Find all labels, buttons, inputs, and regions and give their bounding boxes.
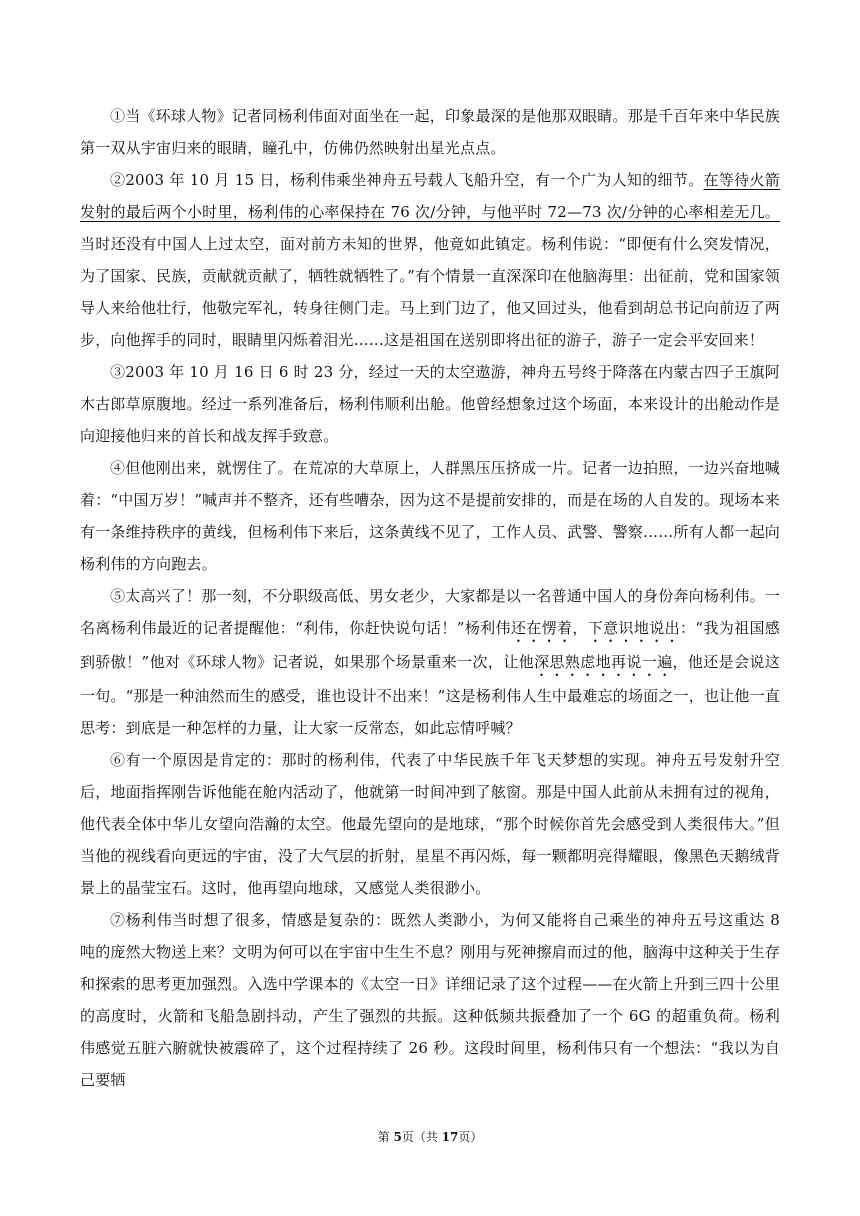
paragraph-4 <box>80 452 780 580</box>
footer-prefix: 第 <box>377 1130 394 1144</box>
paragraph-5-text: ⑤太高兴了！那一刻，不分职级高低、男女老少，大家都是以一名普通中国人的身份奔向杨利伟。一名离杨利伟最近的记者提醒他：“利伟，你赶快说句话！”杨利伟 <box>80 587 780 637</box>
total-pages: 17 <box>441 1130 459 1144</box>
paragraph-5-text-3: ，他还是会说这一句。“那是一种油然而生的感受，谁也设计不出来！”这是杨利伟人生中最难忘的场面之一，也让他一直思考：到底是一种怎样的力量，让大家一反常态，如此忘情呼喊？ <box>80 653 780 737</box>
emphasized-phrase-3: 深思熟虑地再说一遍 <box>534 653 673 671</box>
paragraph-3-text: ③2003 年 10 月 16 日 6 时 23 分，经过一天的太空遨游，神舟五号终于降落在内蒙古四子王旗阿木古郎草原腹地。经过一系列准备后，杨利伟顺利出舱。他曾经想象过这个场面，本来设计的出舱动作是向迎接他归来的首长和战友挥手致意。 <box>80 363 780 445</box>
emphasized-phrase-1: 还在愣着 <box>510 619 573 637</box>
paragraph-2 <box>80 164 780 356</box>
paragraph-1 <box>80 100 780 164</box>
paragraph-5 <box>80 580 780 744</box>
paragraph-4-text: ④但他刚出来，就愣住了。在荒凉的大草原上，人群黑压压挤成一片。记者一边拍照，一边兴奋地喊着：“中国万岁！”喊声并不整齐，还有些嘈杂，因为这不是提前安排的，而是在场的人自发的。现场本来有一条维持秩序的黄线，但杨利伟下来后，这条黄线不见了，工作人员、武警、警察……所有人都一起向杨利伟的方向跑去。 <box>80 459 780 573</box>
paragraph-6 <box>80 744 780 904</box>
footer-suffix: 页） <box>458 1130 483 1144</box>
footer-middle: 页（共 <box>401 1130 442 1144</box>
paragraph-1-text: ①当《环球人物》记者同杨利伟面对面坐在一起，印象最深的是他那双眼睛。那是千百年来中华民族第一双从宇宙归来的眼睛，瞳孔中，仿佛仍然映射出星光点点。 <box>80 107 780 157</box>
paragraph-5-comma: ， <box>572 619 588 637</box>
emphasized-phrase-2: 下意识地说出 <box>587 619 680 637</box>
paragraph-3 <box>80 356 780 452</box>
paragraph-7 <box>80 904 780 1096</box>
page-footer <box>0 1128 860 1145</box>
paragraph-5-text-2: ：“我为祖国感到骄傲！”他对《环球人物》记者说，如果那个场景重来一次，让他 <box>80 619 781 671</box>
document-body <box>80 100 780 1096</box>
page-number: 5 <box>393 1130 402 1144</box>
paragraph-2-text-rest: 当时还没有中国人上过太空，面对前方未知的世界，他竟如此镇定。杨利伟说：“即便有什么突发情况，为了国家、民族，贡献就贡献了，牺牲就牺牲了。”有个情景一直深深印在他脑海里：出征前，党和国家领导人来给他壮行，他敬完军礼，转身往侧门走。马上到门边了，他又回过头，他看到胡总书记向前迈了两步，向他挥手的同时，眼睛里闪烁着泪光……这是祖国在送别即将出征的游子，游子一定会平安回来！ <box>80 235 780 349</box>
paragraph-7-text: ⑦杨利伟当时想了很多，情感是复杂的：既然人类渺小，为何又能将自己乘坐的神舟五号这重达 8 吨的庞然大物送上来？文明为何可以在宇宙中生生不息？刚用与死神擦肩而过的他，脑海中这种关于生存和探索的思考更加强烈。入选中学课本的《太空一日》详细记录了这个过程——在火箭上升到三四十公里的高度时，火箭和飞船急剧抖动，产生了强烈的共振。这种低频共振叠加了一个 6G 的超重负荷。杨利伟感觉五脏六腑就快被震碎了，这个过程持续了 26 秒。这段时间里，杨利伟只有一个想法：“我以为自己要牺 <box>80 911 780 1089</box>
paragraph-6-text: ⑥有一个原因是肯定的：那时的杨利伟，代表了中华民族千年飞天梦想的实现。神舟五号发射升空后，地面指挥刚告诉他能在舱内活动了，他就第一时间冲到了舷窗。那是中国人此前从未拥有过的视角，他代表全体中华儿女望向浩瀚的太空。他最先望向的是地球，“那个时候你首先会感受到人类很伟大。”但当他的视线看向更远的宇宙，没了大气层的折射，星星不再闪烁，每一颗都明亮得耀眼，像黑色天鹅绒背景上的晶莹宝石。这时，他再望向地球，又感觉人类很渺小。 <box>80 751 780 897</box>
paragraph-2-text: ②2003 年 10 月 15 日，杨利伟乘坐神舟五号载人飞船升空，有一个广为人知的细节。 <box>110 171 704 189</box>
underlined-sentence: 在等待火箭发射的最后两个小时里，杨利伟的心率保持在 76 次/分钟，与他平时 72—73 次/分钟的心率相差无几。 <box>80 171 780 221</box>
